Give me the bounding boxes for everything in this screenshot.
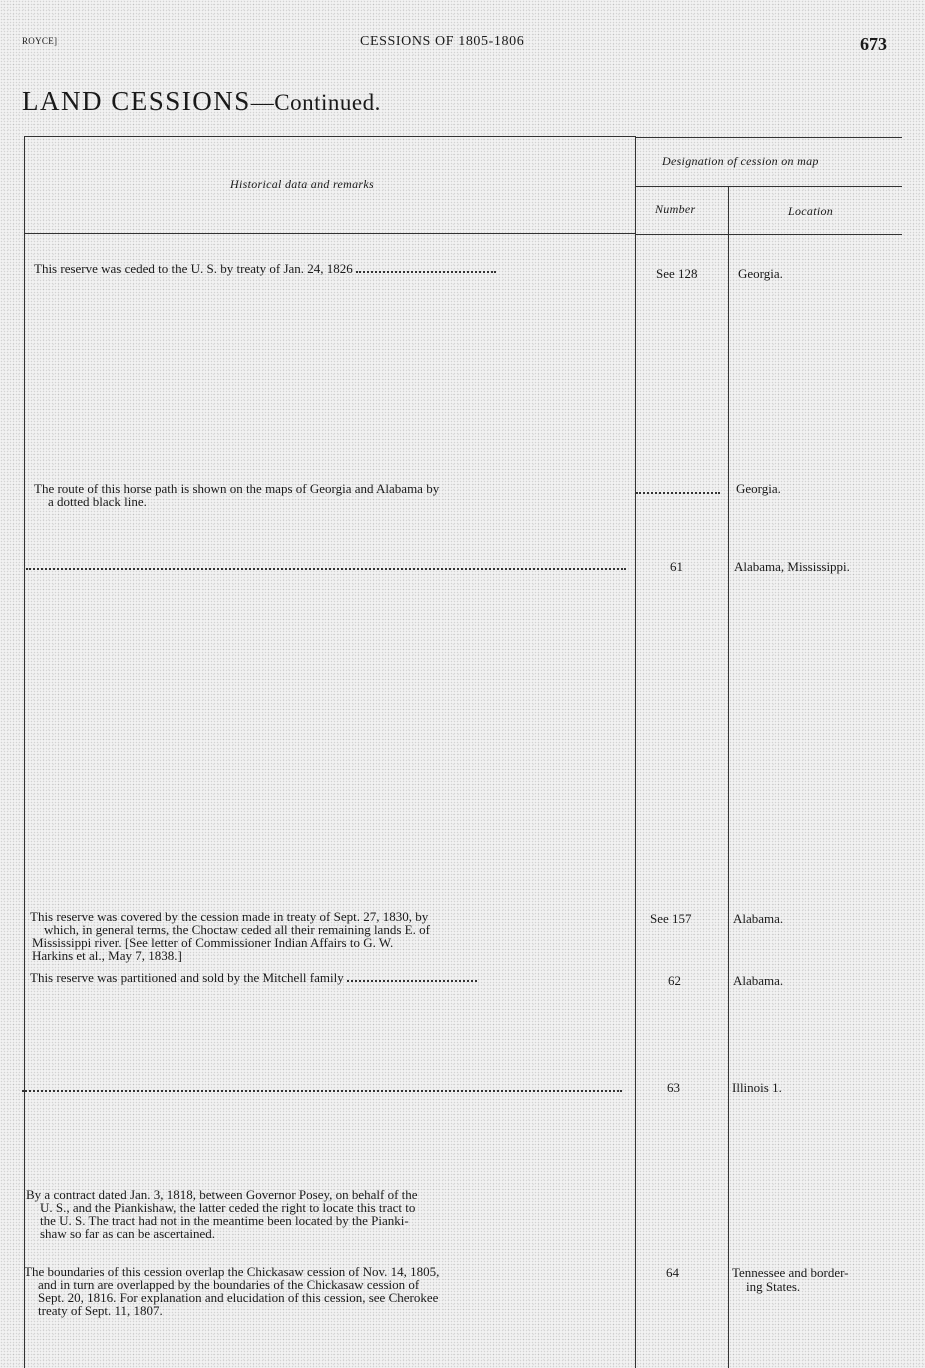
running-header-author: ROYCE]: [22, 36, 58, 46]
table-row-remarks: The route of this horse path is shown on the maps of Georgia and Alabama by a dotted black line.: [34, 481, 440, 509]
column-header-number: Number: [655, 202, 696, 216]
table-row-number: 62: [668, 973, 681, 988]
remarks-column-divider: [635, 136, 636, 1368]
table-top-rule: [24, 136, 636, 137]
leader-dots: [636, 492, 720, 494]
table-row-location: Georgia.: [738, 266, 783, 281]
table-row-number: 61: [670, 559, 683, 574]
table-left-border: [24, 136, 25, 1368]
column-header-remarks: Historical data and remarks: [230, 177, 374, 191]
table-row-location: Alabama.: [733, 911, 784, 926]
running-header-title: CESSIONS OF 1805-1806: [360, 34, 525, 49]
header-bottom-rule: [24, 233, 636, 234]
table-row-number: 63: [667, 1080, 680, 1095]
leader-dots: [26, 568, 626, 570]
table-row-location: Alabama.: [733, 973, 784, 988]
table-row-remarks: This reserve was covered by the cession made in treaty of Sept. 27, 1830, by which, in general terms, the Choctaw ceded all their remaining lands E. of Mississippi river. [See letter of Commissioner Indian Affairs to G. W. Harkins et al., May 7, 1838.]: [30, 909, 430, 963]
leader-dots: [347, 973, 477, 982]
table-row-number: See 157: [650, 911, 692, 926]
table-top-rule-right: [636, 137, 902, 138]
table-row-location: Tennessee and border- ing States.: [732, 1265, 849, 1294]
column-header-location: Location: [788, 204, 834, 218]
page-title: [22, 86, 381, 117]
designation-subrule: [636, 186, 902, 187]
column-header-designation: Designation of cession on map: [662, 154, 819, 168]
number-column-divider: [728, 186, 729, 1368]
table-row-remarks: This reserve was ceded to the U. S. by treaty of Jan. 24, 1826: [34, 262, 496, 275]
leader-dots: [356, 264, 496, 273]
page-title-suffix: —Continued.: [250, 90, 381, 115]
page-title-main: LAND CESSIONS: [22, 86, 251, 116]
table-row-remarks: By a contract dated Jan. 3, 1818, between Governor Posey, on behalf of the U. S., and the Piankishaw, the latter ceded the right to locate this tract to the U. S. The tract had not in the meantime been located by the Pianki- shaw so far as can be ascertained.: [26, 1187, 418, 1241]
table-row-location: Alabama, Mississippi.: [734, 559, 850, 574]
leader-dots: [22, 1090, 622, 1092]
table-row-remarks: The boundaries of this cession overlap the Chickasaw cession of Nov. 14, 1805, and in turn are overlapped by the boundaries of the Chickasaw cession of Sept. 20, 1816. For explanation and elucidation of this cession, see Cherokee treaty of Sept. 11, 1807.: [24, 1264, 440, 1318]
table-row-number: 64: [666, 1265, 679, 1280]
header-bottom-rule-right: [636, 234, 902, 235]
page-number: 673: [860, 34, 887, 54]
table-row-location: Illinois 1.: [732, 1080, 782, 1095]
table-row-remarks: This reserve was partitioned and sold by the Mitchell family: [30, 971, 477, 984]
table-row-number: See 128: [656, 266, 698, 281]
table-row-location: Georgia.: [736, 481, 781, 496]
